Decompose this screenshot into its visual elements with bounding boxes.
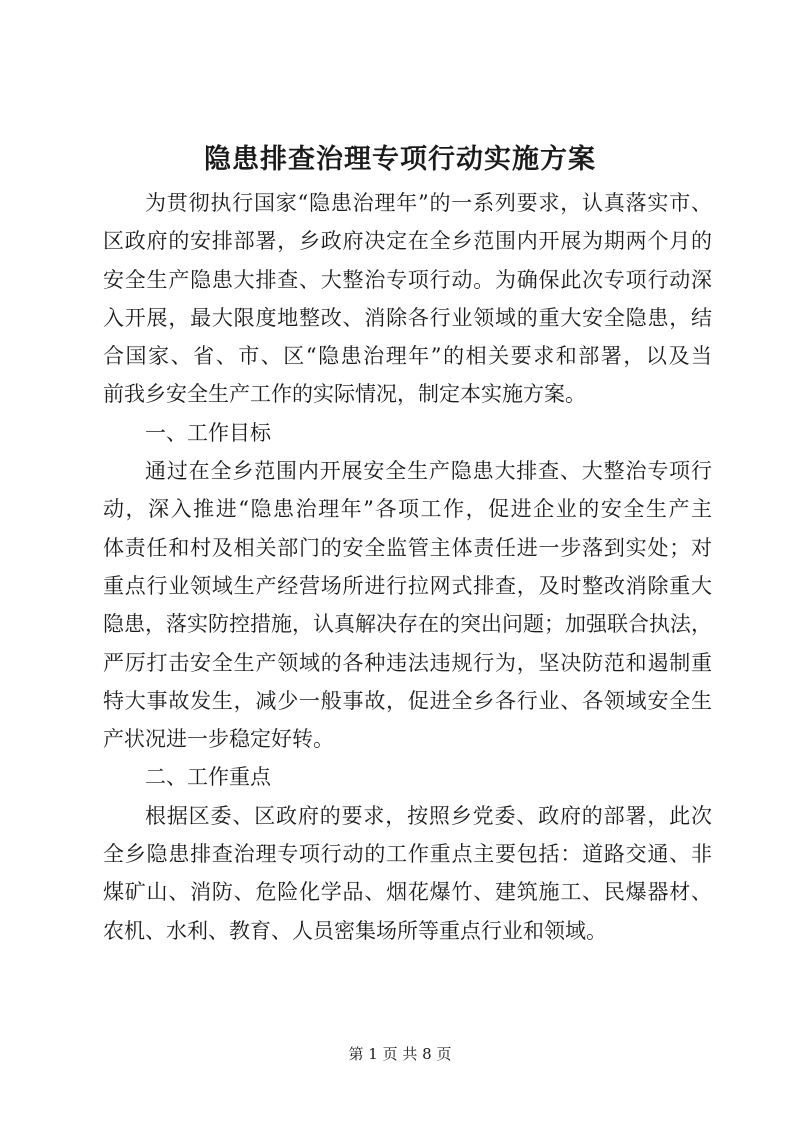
text-line: 特大事故发生，减少一般事故，促进全乡各行业、各领域安全生 — [103, 688, 712, 713]
section-heading — [103, 414, 712, 452]
text-line: 产状况进一步稳定好转。 — [103, 727, 334, 752]
text-line: 体责任和村及相关部门的安全监管主体责任进一步落到实处；对 — [103, 535, 712, 560]
document-title: 隐患排查治理专项行动实施方案 — [204, 144, 596, 175]
text-line: 农机、水利、教育、人员密集场所等重点行业和领域。 — [103, 918, 607, 943]
text-line: 入开展，最大限度地整改、消除各行业领域的重大安全隐患，结 — [103, 305, 712, 330]
text-line: 严厉打击安全生产领域的各种违法违规行为，坚决防范和遏制重 — [103, 650, 712, 675]
page-footer: 第 1 页 共 8 页 — [348, 1045, 452, 1063]
document-body — [103, 184, 712, 950]
body-paragraph — [103, 184, 712, 414]
text-line: 前我乡安全生产工作的实际情况，制定本实施方案。 — [103, 382, 586, 407]
text-line: 区政府的安排部署，乡政府决定在全乡范围内开展为期两个月的 — [103, 229, 712, 254]
text-line: 根据区委、区政府的要求，按照乡党委、政府的部署，此次 — [145, 803, 712, 828]
text-line: 煤矿山、消防、危险化学品、烟花爆竹、建筑施工、民爆器材、 — [103, 880, 712, 905]
text-line: 一、工作目标 — [145, 420, 271, 445]
text-line: 二、工作重点 — [145, 765, 271, 790]
text-line: 合国家、省、市、区“隐患治理年”的相关要求和部署，以及当 — [103, 344, 712, 369]
text-line: 为贯彻执行国家“隐患治理年”的一系列要求，认真落实市、 — [145, 191, 712, 215]
text-line: 隐患，落实防控措施，认真解决存在的突出问题；加强联合执法， — [103, 612, 712, 637]
section-heading — [103, 758, 712, 796]
text-line: 全乡隐患排查治理专项行动的工作重点主要包括：道路交通、非 — [103, 842, 712, 867]
text-line: 重点行业领域生产经营场所进行拉网式排查，及时整改消除重大 — [103, 573, 712, 598]
body-paragraph — [103, 452, 712, 758]
text-line: 安全生产隐患大排查、大整治专项行动。为确保此次专项行动深 — [103, 267, 712, 292]
text-line: 通过在全乡范围内开展安全生产隐患大排查、大整治专项行 — [145, 459, 712, 484]
body-paragraph — [103, 797, 712, 950]
text-line: 动，深入推进“隐患治理年”各项工作，促进企业的安全生产主 — [103, 497, 712, 522]
